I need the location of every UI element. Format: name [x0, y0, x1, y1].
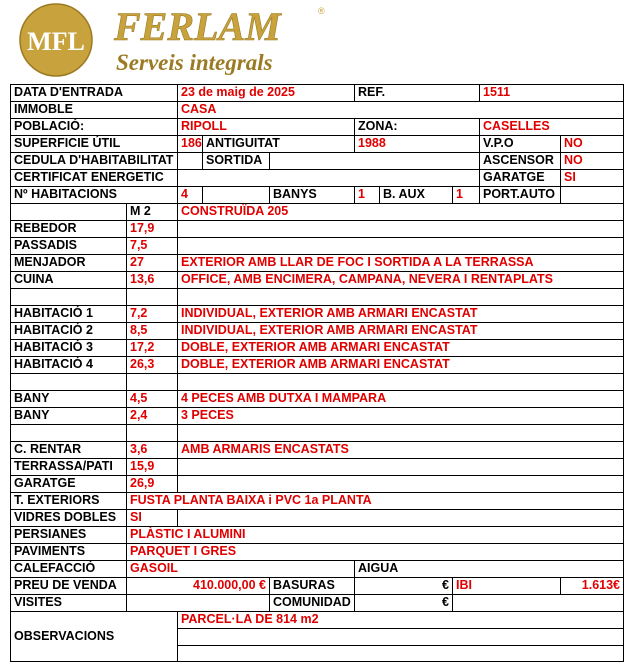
room-name: HABITACIÓ 1 [10, 305, 127, 323]
room-m2: 7,2 [126, 305, 178, 323]
blank-cell [126, 288, 178, 306]
label-superficie: SUPERFICIE ÚTIL [10, 135, 178, 153]
room-name: GARATGE [10, 475, 127, 493]
label-immoble: IMMOBLE [10, 101, 178, 119]
room-name: C. RENTAR [10, 441, 127, 459]
euro-basuras: € [354, 577, 453, 595]
room-m2: 3,6 [126, 441, 178, 459]
logo-name: FERLAM [114, 4, 281, 49]
label-ibi: IBI [452, 577, 561, 595]
value-data-entrada: 23 de maig de 2025 [177, 84, 355, 102]
room-description: OFFICE, AMB ENCIMERA, CAMPANA, NEVERA I RENTAPLATS [177, 271, 624, 289]
blank-cell [10, 424, 127, 442]
value-baux: 1 [452, 186, 480, 204]
logo-monogram: MFL [27, 27, 85, 56]
room-m2: 2,4 [126, 407, 178, 425]
value-calefaccio: GASOIL [126, 560, 355, 578]
label-visites: VISITES [10, 594, 127, 612]
feature-value: FUSTA PLANTA BAIXA i PVC 1a PLANTA [126, 492, 624, 510]
label-basuras: BASURAS [269, 577, 355, 595]
room-name: PASSADIS [10, 237, 127, 255]
feature-value: PLÀSTIC I ALUMINI [126, 526, 624, 544]
room-description: AMB ARMARIS ENCASTATS [177, 441, 624, 459]
label-aigua: AIGUA [354, 560, 624, 578]
room-name: REBEDOR [10, 220, 127, 238]
blank-cell [452, 594, 624, 612]
value-vpo: NO [560, 135, 624, 153]
logo-registered: ® [318, 6, 325, 16]
blank-cell [126, 424, 178, 442]
label-zona: ZONA: [354, 118, 480, 136]
room-description: DOBLE, EXTERIOR AMB ARMARI ENCASTAT [177, 356, 624, 374]
feature-name: VIDRES DOBLES [10, 509, 127, 527]
room-description: 4 PECES AMB DUTXA I MAMPARA [177, 390, 624, 408]
blank-cell [202, 186, 270, 204]
label-m2: M 2 [126, 203, 178, 221]
value-ref: 1511 [479, 84, 624, 102]
label-data-entrada: DATA D'ENTRADA [10, 84, 178, 102]
value-immoble: CASA [177, 101, 624, 119]
room-name: HABITACIÓ 4 [10, 356, 127, 374]
label-ascensor: ASCENSOR [479, 152, 561, 170]
blank-cell [177, 373, 624, 391]
room-description [177, 475, 624, 493]
ferlam-logo [18, 2, 338, 78]
value-superficie: 186 [177, 135, 203, 153]
label-comunidad: COMUNIDAD [269, 594, 355, 612]
label-banys: BANYS [269, 186, 355, 204]
value-zona: CASELLES [479, 118, 624, 136]
label-preu: PREU DE VENDA [10, 577, 127, 595]
room-name: TERRASSA/PATI [10, 458, 127, 476]
room-name: CUINA [10, 271, 127, 289]
room-description [177, 237, 624, 255]
room-description: INDIVIDUAL, EXTERIOR AMB ARMARI ENCASTAT [177, 322, 624, 340]
label-vpo: V.P.O [479, 135, 561, 153]
room-m2: 7,5 [126, 237, 178, 255]
label-antiguitat: ANTIGUITAT [202, 135, 355, 153]
room-name: HABITACIÓ 2 [10, 322, 127, 340]
value-construida: CONSTRUÏDA 205 [177, 203, 624, 221]
value-sortida [269, 152, 480, 170]
euro-comunidad: € [354, 594, 453, 612]
feature-name: PAVIMENTS [10, 543, 127, 561]
value-certificat [177, 169, 480, 187]
room-description: INDIVIDUAL, EXTERIOR AMB ARMARI ENCASTAT [177, 305, 624, 323]
logo-tagline: Serveis integrals [116, 50, 273, 75]
label-garatge-top: GARATGE [479, 169, 561, 187]
room-m2: 27 [126, 254, 178, 272]
label-certificat: CERTIFICAT ENERGETIC [10, 169, 178, 187]
room-m2: 4,5 [126, 390, 178, 408]
room-description: EXTERIOR AMB LLAR DE FOC I SORTIDA A LA TERRASSA [177, 254, 624, 272]
value-visites [126, 594, 270, 612]
room-m2: 17,9 [126, 220, 178, 238]
label-calefaccio: CALEFACCIÓ [10, 560, 127, 578]
value-preu: 410.000,00 € [126, 577, 270, 595]
value-ibi: 1.613€ [560, 577, 624, 595]
value-portauto [560, 186, 624, 204]
feature-name: PERSIANES [10, 526, 127, 544]
property-sheet [10, 84, 624, 662]
value-cedula [177, 152, 203, 170]
room-name: MENJADOR [10, 254, 127, 272]
blank-cell [177, 645, 624, 662]
blank-cell [177, 288, 624, 306]
room-m2: 8,5 [126, 322, 178, 340]
blank-cell [10, 288, 127, 306]
blank-cell [177, 509, 624, 527]
room-name: BANY [10, 390, 127, 408]
room-description [177, 458, 624, 476]
value-ascensor: NO [560, 152, 624, 170]
value-observacions: PARCEL·LA DE 814 m2 [177, 611, 624, 629]
blank-cell [10, 203, 127, 221]
label-habitacions: Nº HABITACIONS [10, 186, 178, 204]
value-habitacions: 4 [177, 186, 203, 204]
room-name: BANY [10, 407, 127, 425]
room-description: 3 PECES [177, 407, 624, 425]
feature-value: SI [126, 509, 178, 527]
label-baux: B. AUX [379, 186, 453, 204]
blank-cell [126, 373, 178, 391]
label-ref: REF. [354, 84, 480, 102]
blank-cell [177, 628, 624, 646]
blank-cell [177, 424, 624, 442]
value-poblacio: RIPOLL [177, 118, 355, 136]
value-antiguitat: 1988 [354, 135, 480, 153]
feature-value: PARQUET I GRES [126, 543, 624, 561]
label-cedula: CEDULA D'HABITABILITAT [10, 152, 178, 170]
label-poblacio: POBLACIÓ: [10, 118, 178, 136]
label-sortida: SORTIDA [202, 152, 270, 170]
value-garatge-top: SI [560, 169, 624, 187]
value-banys: 1 [354, 186, 380, 204]
room-m2: 26,3 [126, 356, 178, 374]
room-m2: 15,9 [126, 458, 178, 476]
room-m2: 13,6 [126, 271, 178, 289]
room-m2: 17,2 [126, 339, 178, 357]
feature-name: T. EXTERIORS [10, 492, 127, 510]
room-description: DOBLE, EXTERIOR AMB ARMARI ENCASTAT [177, 339, 624, 357]
room-description [177, 220, 624, 238]
label-observacions: OBSERVACIONS [10, 611, 178, 662]
room-name: HABITACIÓ 3 [10, 339, 127, 357]
blank-cell [10, 373, 127, 391]
room-m2: 26,9 [126, 475, 178, 493]
label-portauto: PORT.AUTO [479, 186, 561, 204]
